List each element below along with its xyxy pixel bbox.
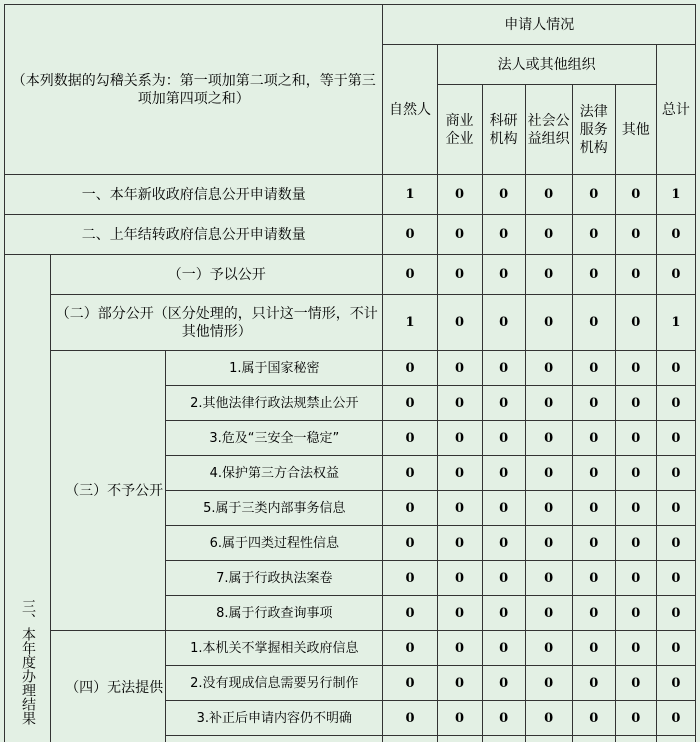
value-cell: 0 bbox=[437, 666, 482, 701]
value-cell: 0 bbox=[482, 526, 525, 561]
value-cell: 0 bbox=[525, 215, 572, 255]
value-cell: 0 bbox=[437, 561, 482, 596]
row-label: 5.属于三类内部事务信息 bbox=[166, 491, 383, 526]
value-cell: 0 bbox=[615, 175, 656, 215]
value-cell-cut bbox=[383, 736, 437, 742]
value-cell: 0 bbox=[437, 701, 482, 736]
section-three-label-cell bbox=[5, 255, 51, 742]
row-label: 7.属于行政执法案卷 bbox=[166, 561, 383, 596]
value-cell: 0 bbox=[572, 351, 615, 386]
value-cell: 0 bbox=[615, 215, 656, 255]
value-cell: 0 bbox=[615, 386, 656, 421]
row-label: 8.属于行政查询事项 bbox=[166, 596, 383, 631]
value-cell: 1 bbox=[383, 175, 437, 215]
value-cell: 0 bbox=[656, 596, 695, 631]
value-cell: 0 bbox=[482, 255, 525, 295]
value-cell: 0 bbox=[383, 596, 437, 631]
row-label: 二、上年结转政府信息公开申请数量 bbox=[5, 215, 383, 255]
value-cell: 0 bbox=[615, 561, 656, 596]
value-cell: 0 bbox=[482, 421, 525, 456]
value-cell: 0 bbox=[572, 491, 615, 526]
value-cell: 0 bbox=[615, 596, 656, 631]
value-cell: 0 bbox=[525, 421, 572, 456]
value-cell: 0 bbox=[572, 215, 615, 255]
value-cell: 0 bbox=[437, 215, 482, 255]
value-cell: 0 bbox=[615, 295, 656, 351]
row-label: 4.保护第三方合法权益 bbox=[166, 456, 383, 491]
row-label-cut bbox=[166, 736, 383, 742]
row-label: 6.属于四类过程性信息 bbox=[166, 526, 383, 561]
value-cell: 0 bbox=[437, 295, 482, 351]
row-label: 一、本年新收政府信息公开申请数量 bbox=[5, 175, 383, 215]
value-cell: 0 bbox=[482, 295, 525, 351]
value-cell: 0 bbox=[572, 295, 615, 351]
value-cell: 0 bbox=[572, 456, 615, 491]
value-cell-cut bbox=[482, 736, 525, 742]
org-header-public-welfare: 社会公益组织 bbox=[525, 85, 572, 175]
value-cell: 0 bbox=[437, 255, 482, 295]
value-cell: 0 bbox=[383, 631, 437, 666]
value-cell: 0 bbox=[525, 295, 572, 351]
value-cell: 0 bbox=[525, 351, 572, 386]
value-cell: 0 bbox=[572, 386, 615, 421]
value-cell-cut bbox=[656, 736, 695, 742]
value-cell: 0 bbox=[615, 491, 656, 526]
value-cell: 0 bbox=[383, 421, 437, 456]
value-cell: 0 bbox=[437, 456, 482, 491]
natural-person-header: 自然人 bbox=[383, 45, 437, 175]
table-row bbox=[5, 295, 696, 351]
value-cell: 0 bbox=[615, 351, 656, 386]
value-cell: 0 bbox=[437, 421, 482, 456]
deny-group-label: （三）不予公开 bbox=[51, 351, 166, 631]
total-header: 总计 bbox=[656, 45, 695, 175]
value-cell-cut bbox=[525, 736, 572, 742]
value-cell: 0 bbox=[482, 215, 525, 255]
org-header-legal-service: 法律服务机构 bbox=[572, 85, 615, 175]
table-row bbox=[5, 631, 696, 666]
value-cell: 0 bbox=[525, 631, 572, 666]
value-cell: 0 bbox=[525, 386, 572, 421]
value-cell: 0 bbox=[656, 351, 695, 386]
table-row bbox=[5, 351, 696, 386]
value-cell: 0 bbox=[615, 456, 656, 491]
value-cell: 0 bbox=[572, 596, 615, 631]
value-cell: 0 bbox=[656, 215, 695, 255]
value-cell: 0 bbox=[383, 701, 437, 736]
value-cell: 0 bbox=[656, 631, 695, 666]
table-row bbox=[5, 215, 696, 255]
table-row bbox=[5, 255, 696, 295]
value-cell: 0 bbox=[437, 351, 482, 386]
value-cell: 0 bbox=[525, 701, 572, 736]
value-cell: 0 bbox=[482, 596, 525, 631]
disclosure-stats-table bbox=[4, 4, 696, 742]
value-cell: 0 bbox=[572, 421, 615, 456]
value-cell: 0 bbox=[482, 386, 525, 421]
value-cell: 1 bbox=[383, 295, 437, 351]
value-cell: 0 bbox=[656, 255, 695, 295]
value-cell: 0 bbox=[615, 421, 656, 456]
value-cell-cut bbox=[615, 736, 656, 742]
table-row bbox=[5, 175, 696, 215]
section-three-label: 三、本年度办理结果 bbox=[20, 599, 37, 725]
value-cell: 0 bbox=[437, 175, 482, 215]
value-cell: 0 bbox=[383, 491, 437, 526]
value-cell: 0 bbox=[572, 666, 615, 701]
value-cell-cut bbox=[437, 736, 482, 742]
value-cell: 0 bbox=[615, 526, 656, 561]
value-cell: 0 bbox=[437, 631, 482, 666]
value-cell: 0 bbox=[525, 666, 572, 701]
unable-group-label: （四）无法提供 bbox=[51, 631, 166, 742]
value-cell: 0 bbox=[656, 456, 695, 491]
value-cell: 0 bbox=[615, 666, 656, 701]
value-cell: 0 bbox=[656, 701, 695, 736]
row-label: （二）部分公开（区分处理的，只计这一情形，不计其他情形） bbox=[51, 295, 383, 351]
value-cell: 0 bbox=[482, 561, 525, 596]
value-cell: 0 bbox=[656, 561, 695, 596]
value-cell: 0 bbox=[615, 701, 656, 736]
value-cell-cut bbox=[572, 736, 615, 742]
value-cell: 0 bbox=[383, 255, 437, 295]
value-cell: 0 bbox=[572, 631, 615, 666]
row-label: 3.危及“三安全一稳定” bbox=[166, 421, 383, 456]
legal-group-header: 法人或其他组织 bbox=[437, 45, 656, 85]
row-label: （一）予以公开 bbox=[51, 255, 383, 295]
value-cell: 0 bbox=[572, 561, 615, 596]
value-cell: 0 bbox=[572, 175, 615, 215]
value-cell: 0 bbox=[437, 491, 482, 526]
value-cell: 0 bbox=[383, 456, 437, 491]
value-cell: 0 bbox=[383, 351, 437, 386]
value-cell: 0 bbox=[482, 666, 525, 701]
value-cell: 0 bbox=[572, 701, 615, 736]
row-label: 2.其他法律行政法规禁止公开 bbox=[166, 386, 383, 421]
value-cell: 0 bbox=[482, 175, 525, 215]
value-cell: 0 bbox=[383, 386, 437, 421]
value-cell: 0 bbox=[525, 596, 572, 631]
value-cell: 0 bbox=[525, 456, 572, 491]
org-header-research: 科研机构 bbox=[482, 85, 525, 175]
row-label: 3.补正后申请内容仍不明确 bbox=[166, 701, 383, 736]
value-cell: 0 bbox=[656, 491, 695, 526]
value-cell: 0 bbox=[525, 255, 572, 295]
value-cell: 0 bbox=[525, 491, 572, 526]
value-cell: 0 bbox=[615, 255, 656, 295]
row-label: 1.属于国家秘密 bbox=[166, 351, 383, 386]
value-cell: 0 bbox=[525, 561, 572, 596]
applicant-header: 申请人情况 bbox=[383, 5, 696, 45]
org-header-business: 商业企业 bbox=[437, 85, 482, 175]
value-cell: 0 bbox=[572, 255, 615, 295]
row-label: 1.本机关不掌握相关政府信息 bbox=[166, 631, 383, 666]
value-cell: 0 bbox=[437, 596, 482, 631]
value-cell: 0 bbox=[525, 175, 572, 215]
value-cell: 0 bbox=[383, 215, 437, 255]
value-cell: 0 bbox=[383, 666, 437, 701]
value-cell: 1 bbox=[656, 175, 695, 215]
value-cell: 0 bbox=[572, 526, 615, 561]
value-cell: 0 bbox=[437, 526, 482, 561]
value-cell: 0 bbox=[482, 351, 525, 386]
row-label: 2.没有现成信息需要另行制作 bbox=[166, 666, 383, 701]
value-cell: 0 bbox=[656, 386, 695, 421]
org-header-other: 其他 bbox=[615, 85, 656, 175]
value-cell: 0 bbox=[482, 701, 525, 736]
value-cell: 0 bbox=[656, 666, 695, 701]
value-cell: 0 bbox=[383, 526, 437, 561]
value-cell: 0 bbox=[437, 386, 482, 421]
value-cell: 0 bbox=[482, 491, 525, 526]
value-cell: 0 bbox=[525, 526, 572, 561]
value-cell: 1 bbox=[656, 295, 695, 351]
value-cell: 0 bbox=[383, 561, 437, 596]
value-cell: 0 bbox=[656, 421, 695, 456]
value-cell: 0 bbox=[615, 631, 656, 666]
value-cell: 0 bbox=[482, 456, 525, 491]
value-cell: 0 bbox=[482, 631, 525, 666]
note-cell: （本列数据的勾稽关系为：第一项加第二项之和，等于第三项加第四项之和） bbox=[5, 5, 383, 175]
value-cell: 0 bbox=[656, 526, 695, 561]
